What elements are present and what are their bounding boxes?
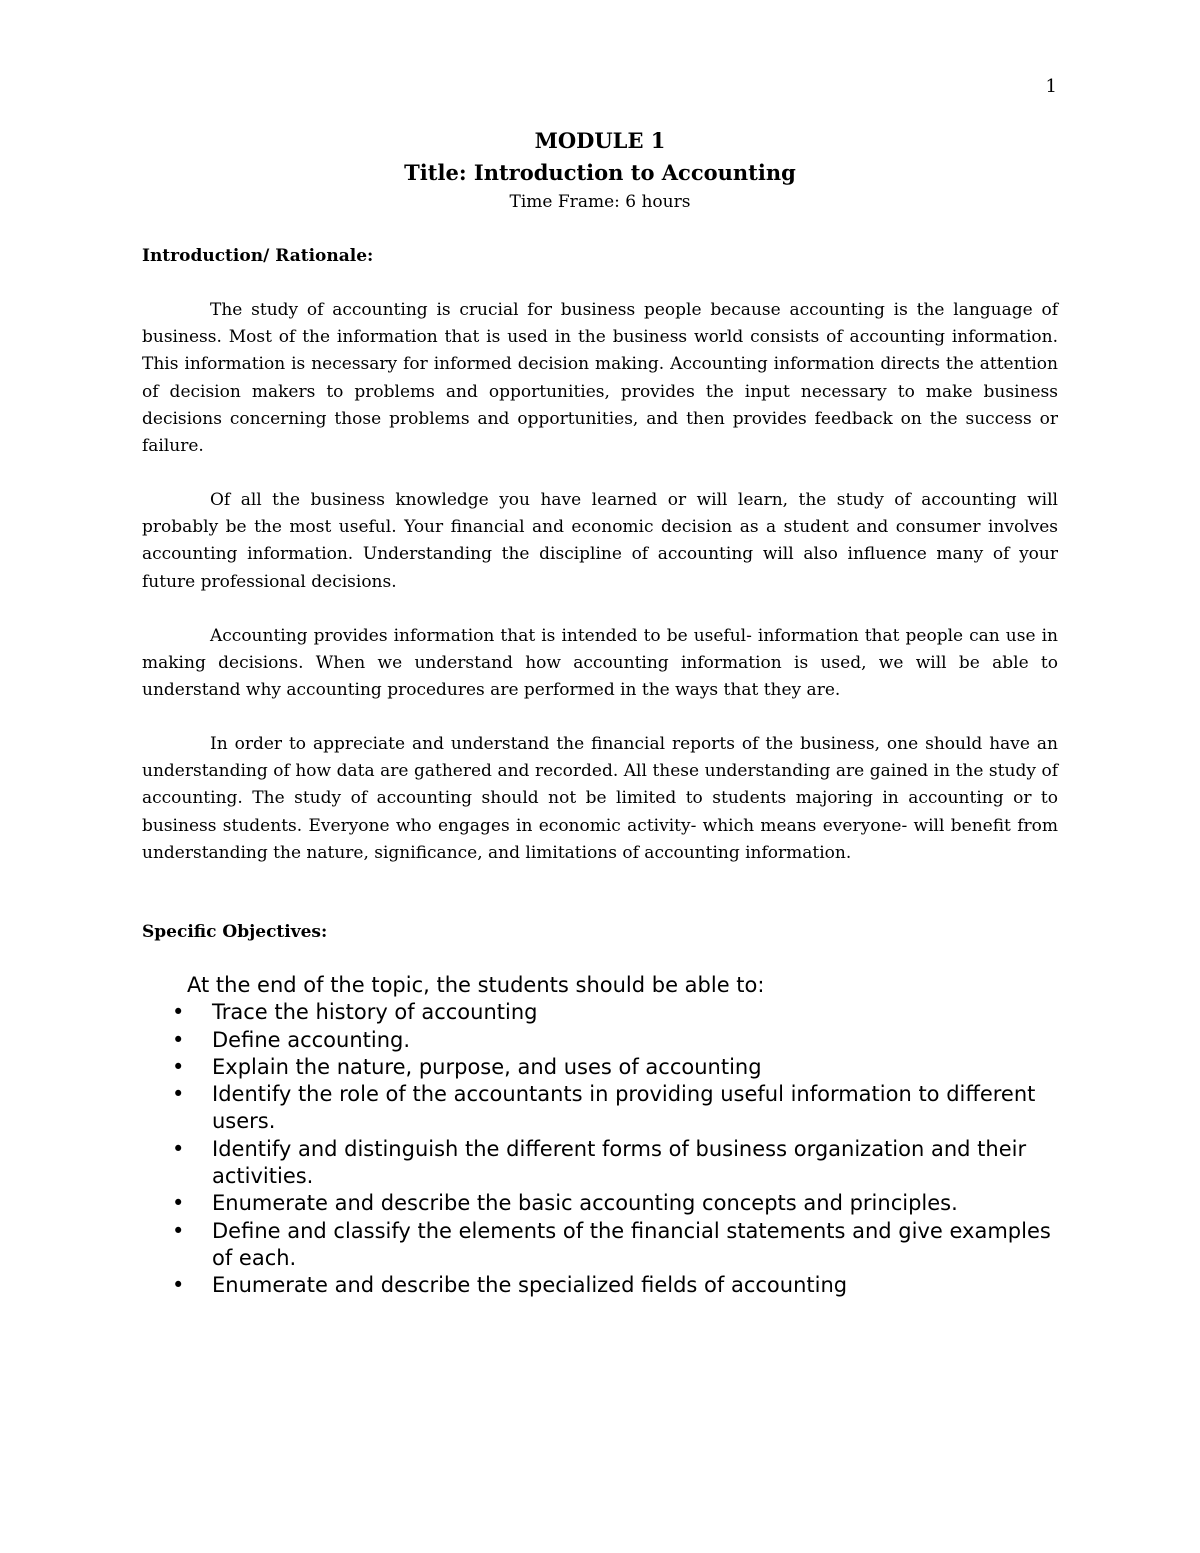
time-frame: Time Frame: 6 hours — [509, 192, 691, 212]
objectives-heading: Specific Objectives: — [142, 922, 328, 942]
objective-item — [162, 1272, 1062, 1299]
bullet-icon: • — [172, 1027, 185, 1052]
bullet-icon: • — [172, 1000, 185, 1025]
objectives-list — [162, 999, 1062, 1299]
intro-paragraph-4 — [142, 731, 1058, 867]
objective-text: Enumerate and describe the basic accounting concepts and principles. — [212, 1191, 958, 1216]
bullet-icon: • — [172, 1054, 185, 1079]
objective-item — [162, 1218, 1062, 1273]
objective-text: Identify and distinguish the different forms of business organization and their activities. — [212, 1136, 1027, 1189]
introduction-heading: Introduction/ Rationale: — [142, 246, 374, 266]
bullet-icon: • — [172, 1082, 185, 1107]
intro-paragraph-3 — [142, 623, 1058, 705]
bullet-icon: • — [172, 1218, 185, 1243]
objective-text: Explain the nature, purpose, and uses of accounting — [212, 1054, 762, 1079]
module-heading: MODULE 1 — [534, 128, 666, 153]
objective-item — [162, 1081, 1062, 1136]
bullet-icon: • — [172, 1191, 185, 1216]
objective-text: Identify the role of the accountants in providing useful information to different users. — [212, 1082, 1036, 1134]
intro-paragraph-1 — [142, 297, 1058, 460]
intro-paragraph-2 — [142, 487, 1058, 596]
objective-item — [162, 1136, 1062, 1191]
objective-text: Define accounting. — [212, 1027, 411, 1052]
objective-text: Enumerate and describe the specialized fields of accounting — [212, 1273, 848, 1298]
objective-item — [162, 999, 1062, 1026]
objective-text: Trace the history of accounting — [212, 1000, 538, 1025]
objective-text: Define and classify the elements of the financial statements and give examples of each. — [212, 1218, 1051, 1270]
bullet-icon: • — [172, 1273, 185, 1298]
module-title: Title: Introduction to Accounting — [404, 160, 796, 185]
objectives-intro: At the end of the topic, the students should be able to: — [187, 973, 765, 997]
objective-item — [162, 1054, 1062, 1081]
paragraph-text: In order to appreciate and understand the financial reports of the business, one should have an understanding of how data are gathered and recorded. All these understanding are gained in the study of accounting. The study of accounting should not be limited to students majoring in accounting or to business students. Everyone who engages in economic activity- which means everyone- will benefit from understanding the nature, significance, and limitations of accounting information. — [142, 734, 1058, 863]
bullet-icon: • — [172, 1136, 185, 1161]
page-number: 1 — [1045, 76, 1057, 97]
paragraph-text: Of all the business knowledge you have learned or will learn, the study of accounting will probably be the most useful. Your financial and economic decision as a student and consumer involves accounting information. Understanding the discipline of accounting will also influence many of your future professional decisions. — [142, 490, 1058, 592]
paragraph-text: The study of accounting is crucial for business people because accounting is the language of business. Most of the information that is used in the business world consists of accounting information. This information is necessary for informed decision making. Accounting information directs the attention of decision makers to problems and opportunities, provides the input necessary to make business decisions concerning those problems and opportunities, and then provides feedback on the success or failure. — [142, 300, 1058, 457]
objective-item — [162, 1190, 1062, 1217]
objective-item — [162, 1027, 1062, 1054]
objectives-block — [162, 972, 1062, 1300]
paragraph-text: Accounting provides information that is intended to be useful- information that people can use in making decisions. When we understand how accounting information is used, we will be able to understand why accounting procedures are performed in the ways that they are. — [142, 626, 1058, 701]
